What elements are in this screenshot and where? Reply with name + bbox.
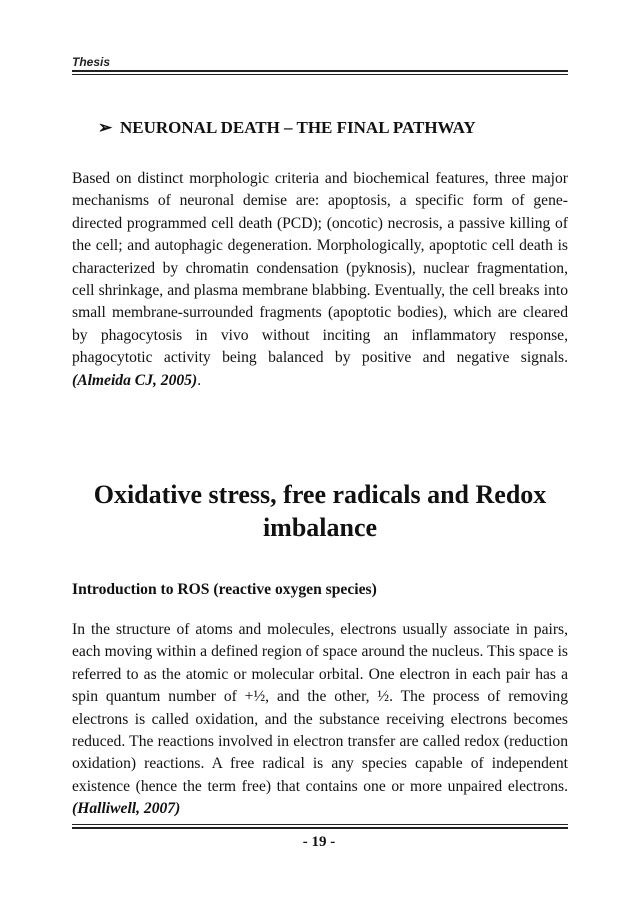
subheading: Introduction to ROS (reactive oxygen species) — [72, 581, 377, 598]
arrow-bullet-icon: ➢ — [98, 118, 113, 137]
page-number: - 19 - — [302, 834, 336, 850]
paragraph-text: In the structure of atoms and molecules, electrons usually associate in pairs, each moving within a defined region of space around the nucleus. This space is referred to as the atomic or molecular orbital. One electron in each pair has a spin quantum number of +½, and the other, ½. The process of removing electrons is called oxidation, and the substance receiving electrons becomes reduced. The reactions involved in electron transfer are called redox (reduction oxidation) reactions. A free radical is any species capable of independent existence (hence the term free) that contains one or more unpaired electrons. — [72, 621, 568, 795]
footer-rule-thick — [72, 827, 568, 829]
citation: (Halliwell, 2007) — [72, 800, 181, 818]
citation: (Almeida CJ, 2005) — [72, 371, 198, 389]
chapter-title-line-2: imbalance — [262, 513, 378, 542]
section-heading-text: NEURONAL DEATH – THE FINAL PATHWAY — [120, 118, 476, 137]
header-rule-thin — [72, 74, 568, 75]
ros-paragraph — [72, 619, 568, 821]
paragraph-end: . — [197, 371, 202, 389]
section-heading — [98, 118, 476, 138]
neuronal-death-paragraph — [72, 168, 568, 392]
paragraph-text: Based on distinct morphologic criteria and biochemical features, three major mechanisms of neuronal demise are: apoptosis, a specific form of gene-directed programmed cell death (PCD); (oncotic) necrosis, a passive killing of the cell; and autophagic degeneration. Morphologically, apoptotic cell death is characterized by chromatin condensation (pyknosis), nuclear fragmentation, cell shrinkage, and plasma membrane blabbing. Eventually, the cell breaks into small membrane-surrounded fragments (apoptotic bodies), which are cleared by phagocytosis in vivo without inciting an inflammatory response, phagocytotic activity being balanced by positive and negative signals. — [72, 170, 568, 367]
chapter-title — [72, 478, 568, 544]
header-rule-thick — [72, 70, 568, 72]
running-header: Thesis — [72, 55, 111, 69]
chapter-title-line-1: Oxidative stress, free radicals and Redox — [93, 480, 547, 509]
footer-rule-thin — [72, 824, 568, 825]
